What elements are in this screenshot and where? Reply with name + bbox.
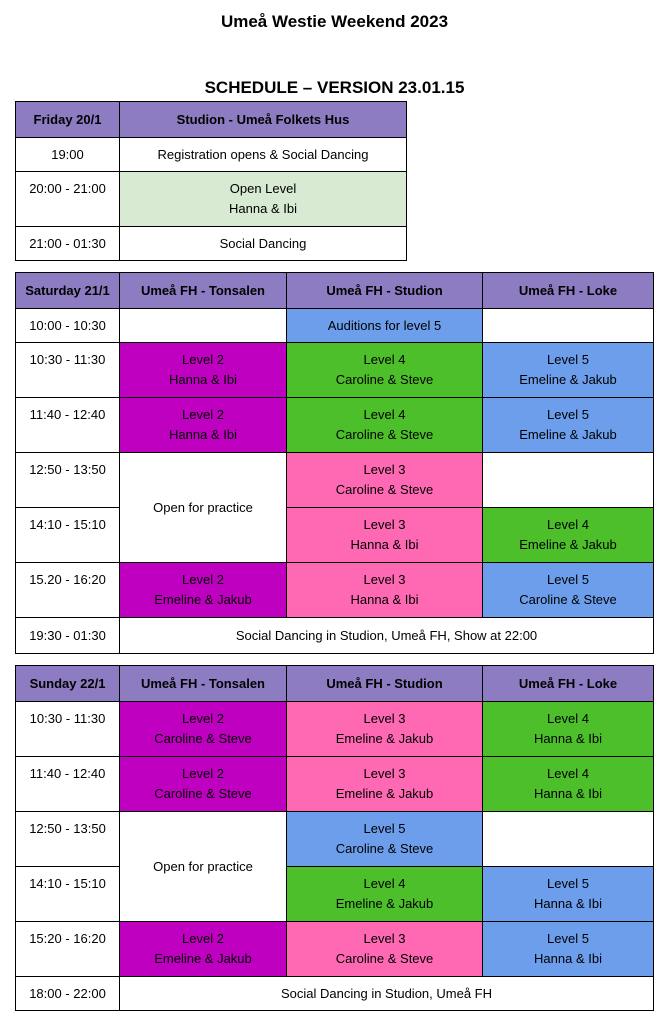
class-level: Level 4 (363, 352, 406, 367)
event-cell: Social Dancing (120, 227, 407, 261)
class-level: Level 4 (547, 766, 589, 781)
loke-header: Umeå FH - Loke (483, 273, 654, 309)
class-level: Level 2 (182, 766, 224, 781)
class-cell-level-4 (483, 508, 654, 563)
class-teachers: Hanna & Ibi (534, 896, 602, 911)
schedule-version-heading: SCHEDULE – VERSION 23.01.15 (204, 78, 465, 97)
event-cell: Registration opens & Social Dancing (120, 138, 407, 172)
open-level-cell (120, 172, 407, 227)
class-level: Level 3 (363, 766, 406, 781)
time-cell: 14:10 - 15:10 (16, 867, 120, 922)
class-teachers: Caroline & Steve (154, 731, 252, 746)
class-cell-level-2 (120, 563, 287, 618)
class-teachers: Hanna & Ibi (169, 427, 237, 442)
tonsalen-header: Umeå FH - Tonsalen (120, 273, 287, 309)
class-level: Level 2 (182, 572, 224, 587)
friday-schedule-table (15, 101, 407, 261)
class-cell-level-2 (120, 702, 287, 757)
time-cell: 20:00 - 21:00 (16, 172, 120, 227)
empty-cell (483, 453, 654, 508)
time-cell: 18:00 - 22:00 (16, 977, 120, 1011)
open-practice-cell: Open for practice (120, 453, 287, 563)
auditions-cell: Auditions for level 5 (287, 309, 483, 343)
class-level: Level 4 (363, 407, 406, 422)
class-cell-level-3 (287, 508, 483, 563)
time-cell: 15.20 - 16:20 (16, 563, 120, 618)
class-cell-level-5 (483, 563, 654, 618)
class-cell-level-5 (483, 922, 654, 977)
class-teachers: Caroline & Steve (154, 786, 252, 801)
time-cell: 10:30 - 11:30 (16, 343, 120, 398)
class-teachers: Emeline & Jakub (335, 731, 434, 746)
empty-cell (483, 812, 654, 867)
class-cell-level-3 (287, 922, 483, 977)
open-practice-cell: Open for practice (120, 812, 287, 922)
class-cell-level-2 (120, 343, 287, 398)
class-teachers: Emeline & Jakub (335, 896, 434, 911)
class-teachers: Caroline & Steve (335, 482, 434, 497)
class-cell-level-4 (287, 867, 483, 922)
class-teachers: Caroline & Steve (335, 841, 434, 856)
class-cell-level-4 (483, 702, 654, 757)
time-cell: 11:40 - 12:40 (16, 757, 120, 812)
class-level: Level 3 (363, 711, 406, 726)
friday-day-header: Friday 20/1 (16, 102, 120, 138)
class-level: Level 3 (363, 931, 406, 946)
class-cell-level-4 (287, 398, 483, 453)
class-cell-level-4 (287, 343, 483, 398)
time-cell: 21:00 - 01:30 (16, 227, 120, 261)
class-teachers: Emeline & Jakub (154, 592, 252, 607)
class-level: Level 2 (182, 711, 224, 726)
class-cell-level-3 (287, 702, 483, 757)
class-level: Level 3 (363, 517, 406, 532)
class-level: Level 3 (363, 462, 406, 477)
class-level: Level 3 (363, 572, 406, 587)
time-cell: 14:10 - 15:10 (16, 508, 120, 563)
class-teachers: Caroline & Steve (335, 951, 434, 966)
class-level: Level 2 (182, 352, 224, 367)
class-teachers: Hanna & Ibi (534, 786, 602, 801)
friday-venue-header: Studion - Umeå Folkets Hus (120, 102, 407, 138)
class-teachers: Hanna & Ibi (229, 201, 297, 216)
class-teachers: Caroline & Steve (335, 372, 434, 387)
document-title: Umeå Westie Weekend 2023 (220, 12, 449, 31)
class-teachers: Hanna & Ibi (534, 951, 602, 966)
time-cell: 10:00 - 10:30 (16, 309, 120, 343)
class-teachers: Caroline & Steve (335, 427, 434, 442)
class-level: Level 5 (547, 572, 589, 587)
class-level: Level 2 (182, 931, 224, 946)
class-level: Level 4 (363, 876, 406, 891)
class-cell-level-3 (287, 453, 483, 508)
class-level: Level 4 (547, 517, 589, 532)
class-teachers: Emeline & Jakub (519, 427, 617, 442)
time-cell: 12:50 - 13:50 (16, 453, 120, 508)
time-cell: 19:30 - 01:30 (16, 618, 120, 654)
tonsalen-header: Umeå FH - Tonsalen (120, 666, 287, 702)
time-cell: 11:40 - 12:40 (16, 398, 120, 453)
class-teachers: Hanna & Ibi (350, 592, 419, 607)
class-cell-level-2 (120, 398, 287, 453)
class-teachers: Emeline & Jakub (154, 951, 252, 966)
class-cell-level-4 (483, 757, 654, 812)
loke-header: Umeå FH - Loke (483, 666, 654, 702)
class-teachers: Caroline & Steve (519, 592, 617, 607)
empty-cell (120, 309, 287, 343)
class-teachers: Emeline & Jakub (519, 372, 617, 387)
class-teachers: Emeline & Jakub (519, 537, 617, 552)
class-level: Open Level (229, 181, 297, 196)
studion-header: Umeå FH - Studion (287, 273, 483, 309)
time-cell: 19:00 (16, 138, 120, 172)
class-teachers: Emeline & Jakub (335, 786, 434, 801)
class-teachers: Hanna & Ibi (169, 372, 237, 387)
class-cell-level-5 (483, 867, 654, 922)
empty-cell (483, 309, 654, 343)
saturday-schedule-table (15, 272, 654, 654)
social-dancing-cell: Social Dancing in Studion, Umeå FH, Show at 22:00 (120, 618, 654, 654)
time-cell: 12:50 - 13:50 (16, 812, 120, 867)
class-level: Level 4 (547, 711, 589, 726)
class-level: Level 5 (547, 352, 589, 367)
class-teachers: Hanna & Ibi (534, 731, 602, 746)
class-cell-level-2 (120, 922, 287, 977)
time-cell: 10:30 - 11:30 (16, 702, 120, 757)
sunday-day-header: Sunday 22/1 (16, 666, 120, 702)
class-level: Level 2 (182, 407, 224, 422)
class-cell-level-5 (483, 398, 654, 453)
class-level: Level 5 (547, 931, 589, 946)
class-cell-level-5 (287, 812, 483, 867)
saturday-day-header: Saturday 21/1 (16, 273, 120, 309)
class-level: Level 5 (547, 876, 589, 891)
class-cell-level-3 (287, 563, 483, 618)
studion-header: Umeå FH - Studion (287, 666, 483, 702)
class-level: Level 5 (547, 407, 589, 422)
class-teachers: Hanna & Ibi (350, 537, 419, 552)
class-cell-level-5 (483, 343, 654, 398)
social-dancing-cell: Social Dancing in Studion, Umeå FH (120, 977, 654, 1011)
time-cell: 15:20 - 16:20 (16, 922, 120, 977)
class-cell-level-3 (287, 757, 483, 812)
class-cell-level-2 (120, 757, 287, 812)
sunday-schedule-table (15, 665, 654, 1011)
class-level: Level 5 (363, 821, 406, 836)
